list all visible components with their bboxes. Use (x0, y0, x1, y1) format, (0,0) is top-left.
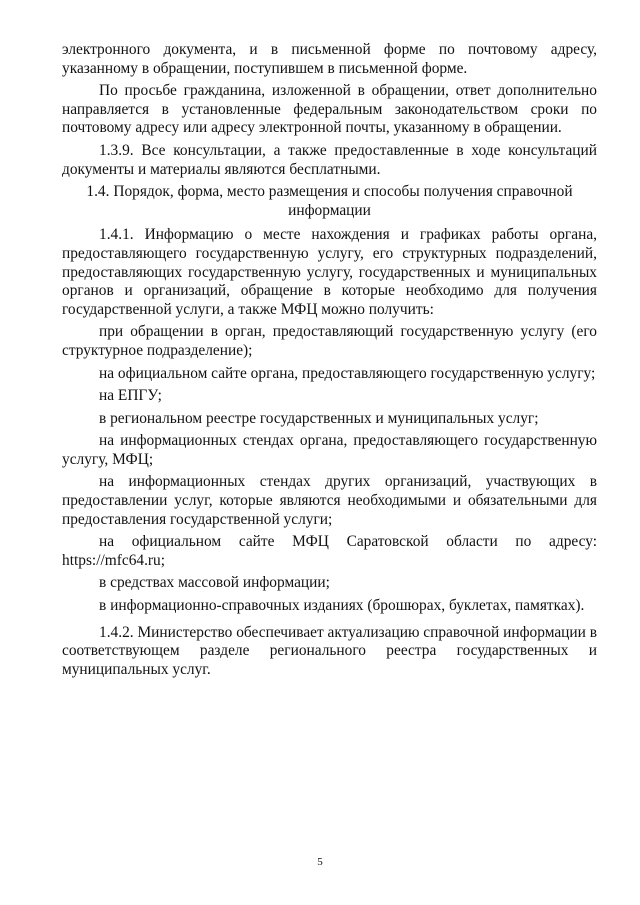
list-item: в региональном реестре государственных и муниципальных услуг; (99, 409, 539, 427)
document-body (62, 41, 597, 683)
page-number: 5 (317, 856, 323, 868)
paragraph-continuation: электронного документа, и в письменной форме по почтовому адресу, указанному в обращении, поступившем в письменной форме. (62, 41, 597, 77)
list-item: на ЕПГУ; (99, 387, 162, 405)
list-item: на официальном сайте органа, предоставляющего государственную услугу; (99, 364, 596, 382)
list-item: в информационно-справочных изданиях (брошюрах, буклетах, памятках). (99, 597, 585, 615)
paragraph-1-4-1: 1.4.1. Информацию о месте нахождения и графиках работы органа, предоставляющего государственную услугу, его структурных подразделений, предоставляющих государственную услугу, государственных и муниципальных органов и организаций, обращение в которые необходимо для получения государственной услуги, а также МФЦ можно получить: (62, 226, 597, 318)
list-item: на информационных стендах органа, предоставляющего государственную услугу, МФЦ; (62, 432, 597, 468)
list-item: на официальном сайте МФЦ Саратовской области по адресу: https://mfc64.ru; (62, 533, 597, 569)
paragraph-citizen-request: По просьбе гражданина, изложенной в обращении, ответ дополнительно направляется в установленные федеральным законодательством сроки по почтовому адресу или адресу электронной почты, указанному в обращении. (62, 82, 597, 137)
list-item: в средствах массовой информации; (99, 574, 330, 592)
list-item: при обращении в орган, предоставляющий государственную услугу (его структурное подразделение); (62, 323, 597, 359)
paragraph-1-3-9: 1.3.9. Все консультации, а также предоставленные в ходе консультаций документы и материалы являются бесплатными. (62, 141, 597, 178)
section-heading-1-4: 1.4. Порядок, форма, место размещения и способы получения справочной информации (86, 183, 573, 219)
list-item: на информационных стендах других организаций, участвующих в предоставлении услуг, которые являются необходимыми и обязательными для предоставления государственной услуги; (62, 473, 597, 528)
paragraph-1-4-2: 1.4.2. Министерство обеспечивает актуализацию справочной информации в соответствующем разделе регионального реестра государственных и муниципальных услуг. (62, 623, 597, 678)
